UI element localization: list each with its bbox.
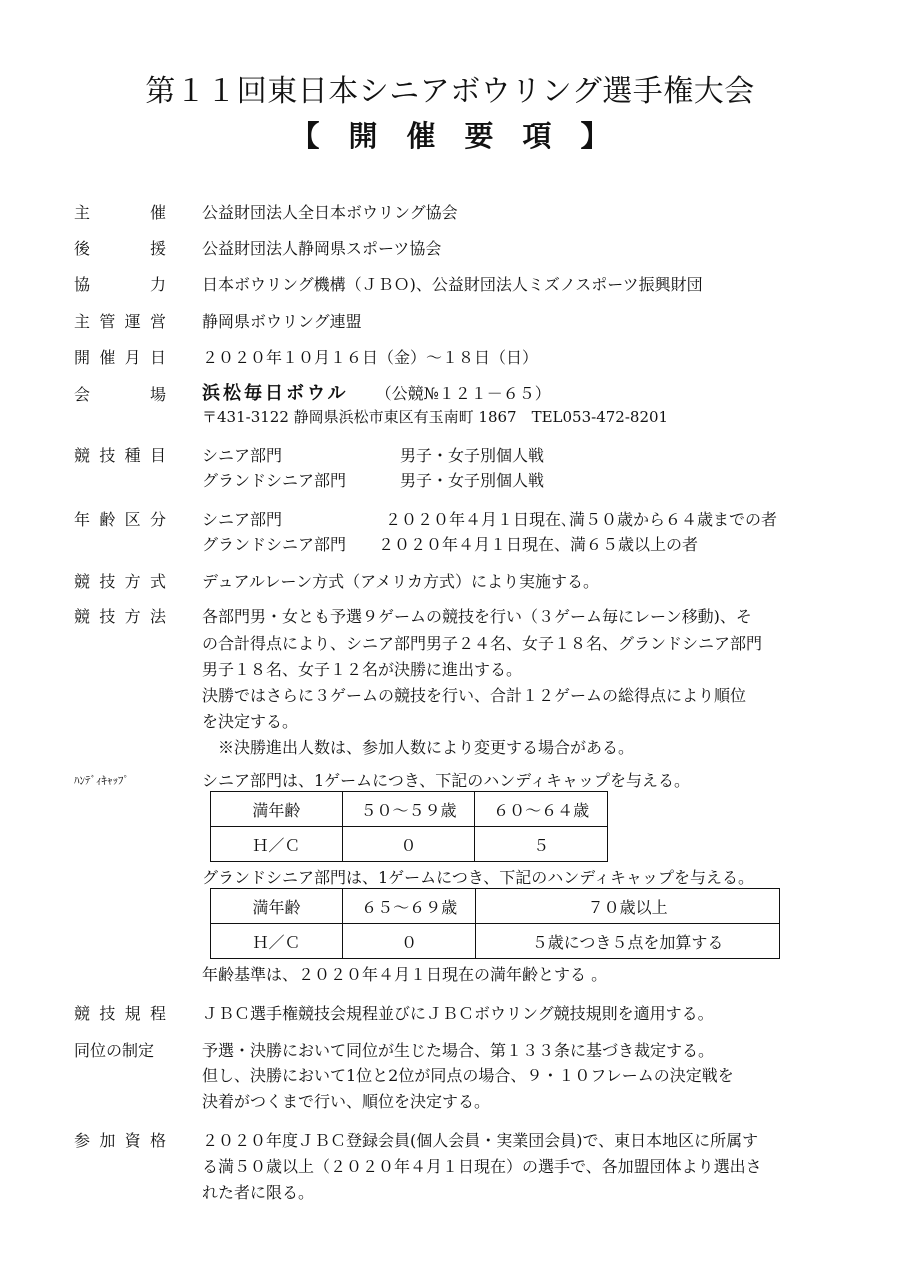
venue-address: 〒431-3122 静岡県浜松市東区有玉南町 1867 TEL053-472-8201 [202,408,669,426]
dates-text: ２０２０年１０月１６日（金）～１８日（日） [202,348,539,367]
events-division-1: シニア部門 [202,446,283,465]
table-cell: ５歳につき５点を加算する [476,924,780,959]
handicap-grand-intro: グランドシニア部門は、1ゲームにつき、下記のハンディキャップを与える。 [202,868,754,887]
support-label-char-2: 援 [149,239,166,258]
table-row [211,827,608,862]
table-row [211,889,780,924]
management-text: 静岡県ボウリング連盟 [202,312,362,331]
method-line-2: の合計得点により、シニア部門男子２４名、女子１８名、グランドシニア部門 [202,634,763,653]
table-cell: 満年齢 [211,889,343,924]
venue-label: 会 場 [74,385,166,404]
support-text: 公益財団法人静岡県スポーツ協会 [202,239,442,258]
format-text: デュアルレーン方式（アメリカ方式）により実施する。 [202,572,600,591]
cooperation-text: 日本ボウリング機構（ＪＢＯ)、公益財団法人ミズノスポーツ振興財団 [202,275,703,294]
handicap-senior-intro: シニア部門は、1ゲームにつき、下記のハンディキャップを与える。 [202,771,690,790]
table-cell: 満年齢 [211,792,343,827]
sponsor-label-char-1: 主 [74,203,91,222]
cooperation-label-char-2: 力 [149,275,166,294]
table-cell: ６５～６９歳 [343,889,476,924]
table-cell: ０ [343,924,476,959]
management-label: 主 管 運 営 [74,312,166,331]
tie-line-2: 但し、決勝において1位と2位が同点の場合、９・１０フレームの決定戦を [202,1066,734,1085]
venue-name: 浜松毎日ボウル [202,383,349,404]
format-label: 競 技 方 式 [74,572,166,591]
table-cell: ５０～５９歳 [342,792,475,827]
table-cell: ０ [342,827,475,862]
rules-text: ＪＢＣ選手権競技会規程並びにＪＢＣボウリング競技規則を適用する。 [202,1004,714,1023]
dates-label: 開 催 月 日 [74,348,166,367]
table-cell: Ｈ／Ｃ [211,924,343,959]
age-detail-2: ２０２０年４月１日現在、満６５歳以上の者 [378,535,699,554]
age-detail-1: ２０２０年４月１日現在､満５０歳から６４歳までの者 [385,510,778,529]
table-cell: Ｈ／Ｃ [211,827,343,862]
support-label [74,236,166,259]
age-division-2: グランドシニア部門 [202,535,347,554]
age-division-1: シニア部門 [202,510,283,529]
sponsor-label [74,200,166,223]
tie-label: 同位の制定 [74,1041,155,1060]
method-label: 競 技 方 法 [74,607,166,626]
events-division-2: グランドシニア部門 [202,471,347,490]
table-cell: ７０歳以上 [476,889,780,924]
age-label: 年 齢 区 分 [74,510,166,529]
handicap-age-basis: 年齢基準は、２０２０年４月１日現在の満年齢とする 。 [202,965,608,984]
tie-line-1: 予選・決勝において同位が生じた場合、第１３３条に基づき裁定する。 [202,1041,715,1060]
page-title: 第１１回東日本シニアボウリング選手権大会 [145,74,755,109]
method-note: ※決勝進出人数は、参加人数により変更する場合がある。 [218,738,635,757]
events-detail-1: 男子・女子別個人戦 [400,446,545,465]
handicap-label: ﾊﾝﾃﾞｨｷｬｯﾌﾟ [74,774,129,787]
events-label: 競 技 種 目 [74,446,166,465]
senior-handicap-table [210,791,608,862]
sponsor-label-char-2: 催 [149,203,166,222]
cooperation-label [74,272,166,295]
eligibility-line-3: れた者に限る。 [202,1183,315,1202]
method-line-4: 決勝ではさらに３ゲームの競技を行い、合計１２ゲームの総得点により順位 [202,686,747,705]
table-row [211,924,780,959]
rules-label: 競 技 規 程 [74,1004,166,1023]
events-detail-2: 男子・女子別個人戦 [400,471,545,490]
tie-line-3: 決着がつくまで行い、順位を決定する。 [202,1092,491,1111]
page-subtitle: 【 開 催 要 項 】 [290,119,610,153]
venue-line [202,379,551,405]
eligibility-label: 参 加 資 格 [74,1131,166,1150]
table-cell: ５ [475,827,608,862]
grand-handicap-table [210,888,780,959]
eligibility-line-2: る満５０歳以上（２０２０年４月１日現在）の選手で、各加盟団体より選出さ [202,1157,762,1176]
table-row [211,792,608,827]
method-line-5: を決定する。 [202,712,299,731]
eligibility-line-1: ２０２０年度ＪＢＣ登録会員(個人会員・実業団会員)で、東日本地区に所属す [202,1131,759,1150]
venue-number: （公競№１２１－６５） [375,384,551,403]
support-label-char-1: 後 [74,239,91,258]
method-line-3: 男子１８名、女子１２名が決勝に進出する。 [202,660,523,679]
cooperation-label-char-1: 協 [74,275,91,294]
method-line-1: 各部門男・女とも予選９ゲームの競技を行い（３ゲーム毎にレーン移動)、そ [202,607,752,626]
table-cell: ６０～６４歳 [475,792,608,827]
sponsor-text: 公益財団法人全日本ボウリング協会 [202,203,458,222]
